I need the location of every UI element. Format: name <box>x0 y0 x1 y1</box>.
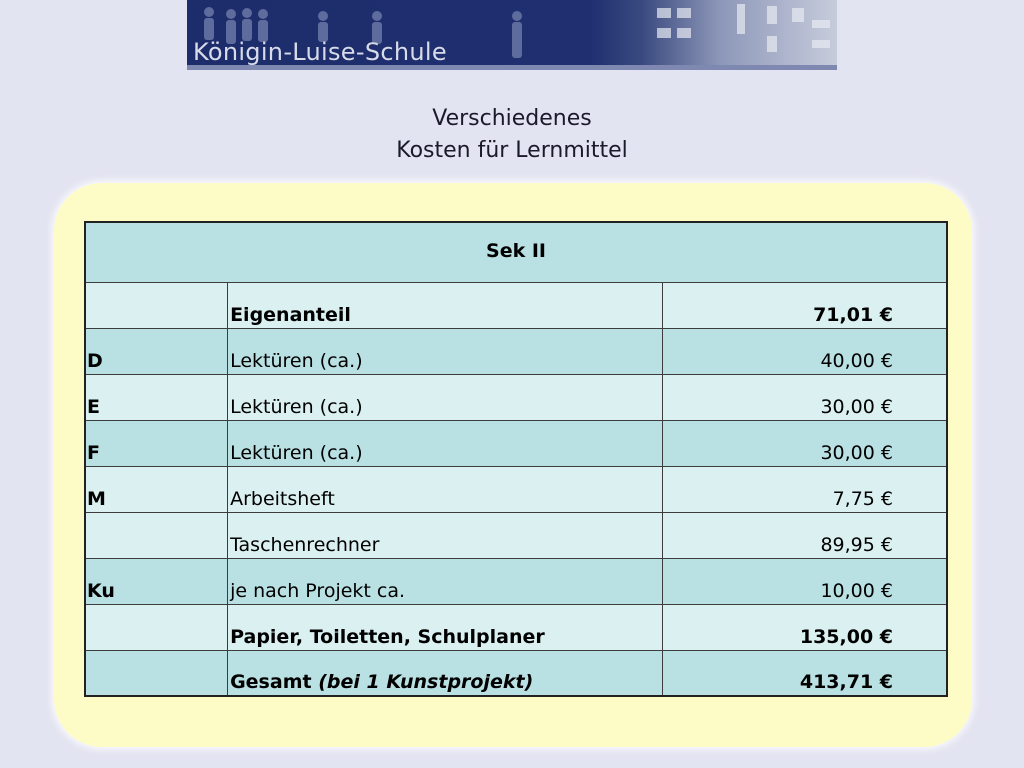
amount-cell: 7,75 € <box>663 466 947 512</box>
amount-cell: 10,00 € <box>663 558 947 604</box>
item-cell <box>228 650 663 696</box>
item-label: Arbeitsheft <box>230 487 335 510</box>
item-label: Eigenanteil <box>230 303 351 326</box>
costs-table <box>84 221 948 697</box>
item-label: je nach Projekt ca. <box>230 579 406 602</box>
amount-cell: 413,71 € <box>663 650 947 696</box>
amount-cell: 135,00 € <box>663 604 947 650</box>
item-label: Lektüren (ca.) <box>230 349 363 372</box>
page-title: Verschiedenes <box>432 106 592 131</box>
amount-cell: 30,00 € <box>663 420 947 466</box>
amount-cell: 89,95 € <box>663 512 947 558</box>
subject-cell <box>85 512 228 558</box>
item-cell <box>228 558 663 604</box>
subject-cell <box>85 650 228 696</box>
school-banner <box>187 0 837 70</box>
item-cell <box>228 512 663 558</box>
subject-cell: Ku <box>85 558 228 604</box>
table-row <box>85 328 947 374</box>
table-row <box>85 558 947 604</box>
table-row <box>85 650 947 696</box>
amount-cell: 40,00 € <box>663 328 947 374</box>
table-row <box>85 374 947 420</box>
item-cell <box>228 282 663 328</box>
item-cell <box>228 604 663 650</box>
amount-cell: 30,00 € <box>663 374 947 420</box>
item-label: Gesamt <box>230 671 319 693</box>
subject-cell: D <box>85 328 228 374</box>
subject-cell: E <box>85 374 228 420</box>
table-header-row <box>85 222 947 282</box>
item-cell <box>228 466 663 512</box>
item-label: Lektüren (ca.) <box>230 441 363 464</box>
school-name: Königin-Luise-Schule <box>193 38 447 66</box>
table-row <box>85 604 947 650</box>
table-row <box>85 512 947 558</box>
item-note: (bei 1 Kunstprojekt) <box>318 671 534 693</box>
subject-cell <box>85 604 228 650</box>
item-label: Taschenrechner <box>230 533 380 556</box>
item-label: Lektüren (ca.) <box>230 395 363 418</box>
subject-cell: F <box>85 420 228 466</box>
table-row <box>85 420 947 466</box>
table-header-cell: Sek II <box>85 222 947 282</box>
table-row <box>85 282 947 328</box>
subject-cell: M <box>85 466 228 512</box>
item-cell <box>228 374 663 420</box>
item-cell <box>228 420 663 466</box>
amount-cell: 71,01 € <box>663 282 947 328</box>
building-photo-icon <box>627 0 837 65</box>
page-subtitle: Kosten für Lernmittel <box>396 138 628 163</box>
item-cell <box>228 328 663 374</box>
item-label: Papier, Toiletten, Schulplaner <box>230 625 545 648</box>
subject-cell <box>85 282 228 328</box>
table-row <box>85 466 947 512</box>
